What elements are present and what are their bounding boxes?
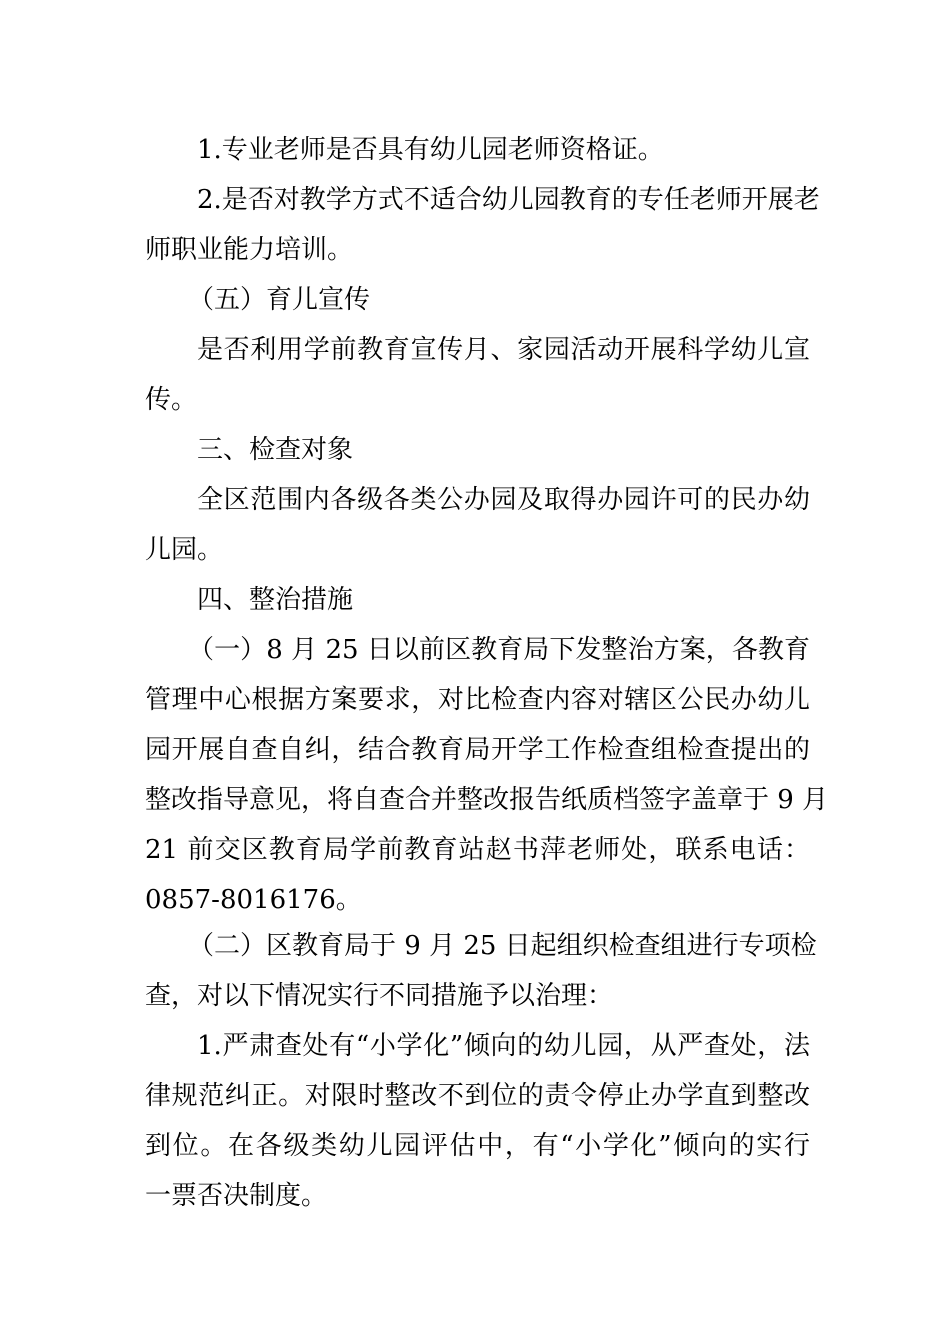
paragraph-line: 1.严肃查处有“小学化”倾向的幼儿园，从严查处，法 (197, 1031, 810, 1061)
section-heading: 三、检查对象 (197, 435, 354, 465)
paragraph-line: 是否利用学前教育宣传月、家园活动开展科学幼儿宣 (197, 335, 810, 365)
section-heading: 四、整治措施 (197, 585, 354, 615)
paragraph-line: 园开展自查自纠，结合教育局开学工作检查组检查提出的 (145, 735, 810, 765)
paragraph-line: 传。 (145, 385, 198, 415)
paragraph-line: 1.专业老师是否具有幼儿园老师资格证。 (197, 135, 664, 165)
section-heading: （五）育儿宣传 (188, 285, 371, 315)
paragraph-line: 管理中心根据方案要求，对比检查内容对辖区公民办幼儿 (145, 685, 810, 715)
paragraph-line: 整改指导意见，将自查合并整改报告纸质档签字盖章于 9 月 (145, 785, 829, 815)
paragraph-line: 师职业能力培训。 (145, 235, 354, 265)
paragraph-line: 21 前交区教育局学前教育站赵书萍老师处，联系电话： (145, 835, 810, 865)
paragraph-line: 2.是否对教学方式不适合幼儿园教育的专任老师开展老 (197, 185, 820, 215)
paragraph-line: 0857-8016176。 (145, 885, 362, 915)
paragraph-line: 儿园。 (145, 535, 224, 565)
paragraph-line: 一票否决制度。 (145, 1181, 328, 1211)
paragraph-line: 全区范围内各级各类公办园及取得办园许可的民办幼 (197, 485, 810, 515)
paragraph-line: （一）8 月 25 日以前区教育局下发整治方案，各教育 (188, 635, 810, 665)
paragraph-line: 到位。在各级类幼儿园评估中，有“小学化”倾向的实行 (145, 1131, 810, 1161)
paragraph-line: （二）区教育局于 9 月 25 日起组织检查组进行专项检 (188, 931, 817, 961)
paragraph-line: 查，对以下情况实行不同措施予以治理： (145, 981, 614, 1011)
paragraph-line: 律规范纠正。对限时整改不到位的责令停止办学直到整改 (145, 1081, 810, 1111)
